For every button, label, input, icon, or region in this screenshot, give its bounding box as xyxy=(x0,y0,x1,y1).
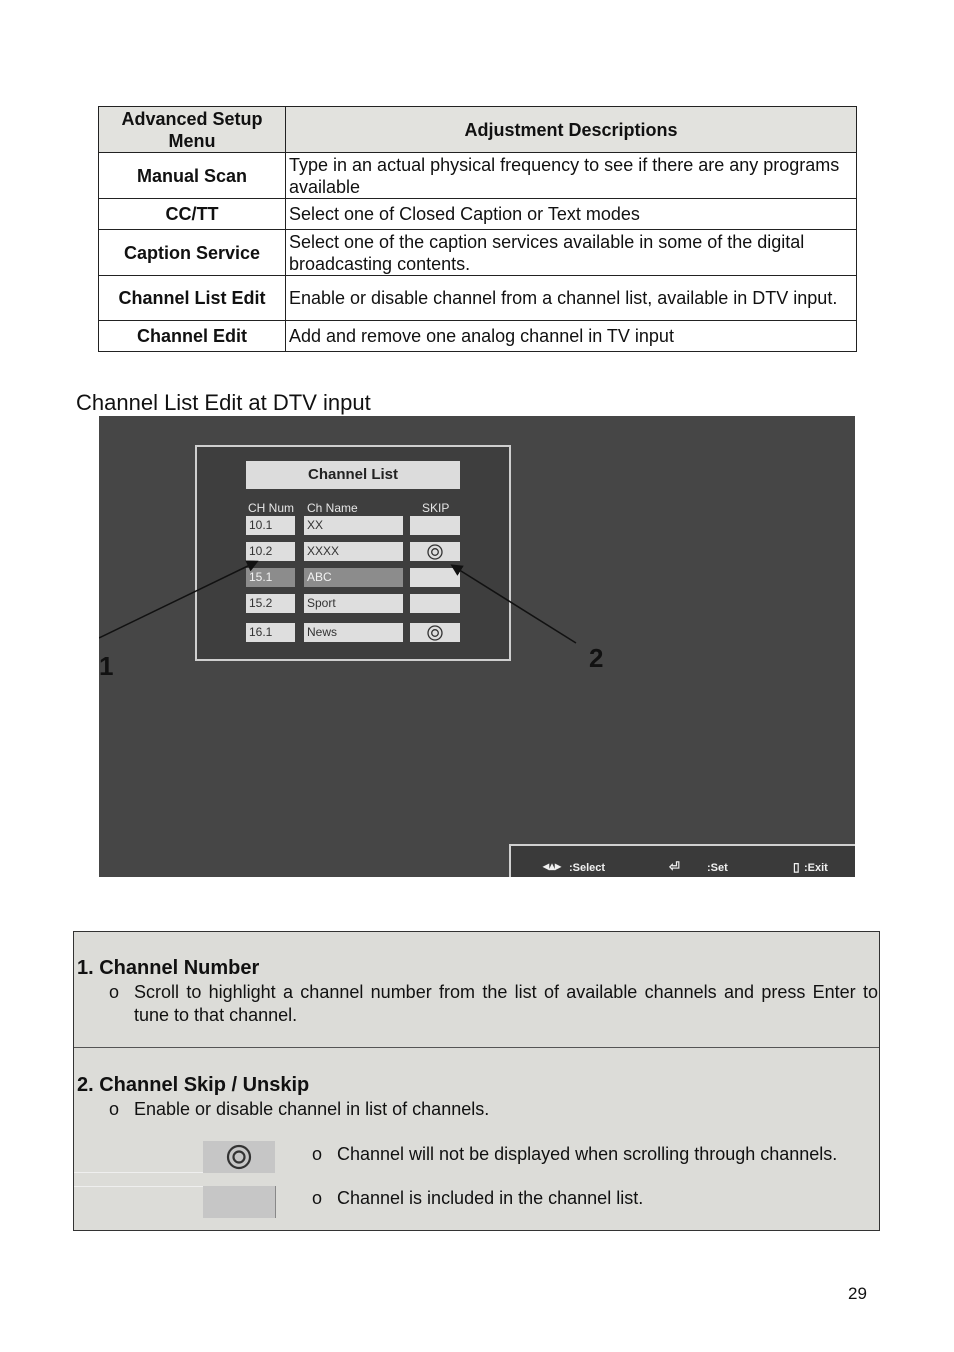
channel-skip-heading: 2. Channel Skip / Unskip xyxy=(77,1074,310,1096)
footer-select: :Select xyxy=(569,862,606,874)
channel-number-cell[interactable]: 15.1 xyxy=(246,568,295,587)
legend-rule xyxy=(74,1186,204,1187)
footer-set: :Set xyxy=(707,862,728,874)
callout-2: 2 xyxy=(589,643,604,673)
skip-legend-swatch xyxy=(203,1141,275,1173)
channel-list-title: Channel List xyxy=(246,461,460,489)
menu-channel-edit: Channel Edit xyxy=(99,321,286,352)
header-descriptions: Adjustment Descriptions xyxy=(286,107,857,153)
advanced-setup-table xyxy=(98,106,857,352)
channel-number-heading: 1. Channel Number xyxy=(77,957,260,979)
select-arrows-icon: ◂▴▸ xyxy=(543,859,562,873)
bullet-marker: o xyxy=(109,982,120,1002)
channel-number-cell[interactable]: 10.1 xyxy=(246,516,295,535)
channel-name-cell[interactable]: XXXX xyxy=(304,542,403,561)
menu-caption-service: Caption Service xyxy=(99,230,286,276)
menu-manual-scan: Manual Scan xyxy=(99,153,286,199)
info-box xyxy=(73,931,880,1231)
channel-name-cell[interactable]: News xyxy=(304,623,403,642)
channel-number-text: Scroll to highlight a channel number from the list of available channels and press Enter to tune to that channel. xyxy=(134,982,878,1025)
footer-exit: :Exit xyxy=(804,862,828,874)
tv-screen xyxy=(99,416,855,877)
callout-arrows xyxy=(99,416,855,877)
menu-channel-list-edit: Channel List Edit xyxy=(99,276,286,321)
channel-name-cell[interactable]: XX xyxy=(304,516,403,535)
skip-legend-text: Channel will not be displayed when scrolling through channels. xyxy=(337,1144,838,1164)
remote-icon: ▯ xyxy=(793,860,800,874)
col-header-ch-num: CH Num xyxy=(248,501,295,515)
desc-manual-scan: Type in an actual physical frequency to see if there are any programs available xyxy=(286,153,857,199)
legend-rule xyxy=(74,1172,204,1173)
desc-caption-service: Select one of the caption services available in some of the digital broadcasting contents. xyxy=(286,230,857,276)
unskip-legend-text: Channel is included in the channel list. xyxy=(337,1188,644,1208)
channel-name-cell[interactable]: Sport xyxy=(304,594,403,613)
desc-channel-list-edit: Enable or disable channel from a channel list, available in DTV input. xyxy=(286,276,857,321)
unskip-legend-swatch xyxy=(203,1186,276,1218)
bullet-marker: o xyxy=(109,1099,120,1119)
enter-icon: ⏎ xyxy=(669,859,680,874)
page-number: 29 xyxy=(848,1284,867,1303)
col-header-ch-name: Ch Name xyxy=(307,501,358,515)
section-title: Channel List Edit at DTV input xyxy=(76,390,371,415)
info-divider xyxy=(74,1047,879,1048)
desc-cc-tt: Select one of Closed Caption or Text modes xyxy=(286,199,857,230)
channel-skip-text: Enable or disable channel in list of channels. xyxy=(134,1099,490,1119)
bullet-marker: o xyxy=(312,1144,323,1164)
callout-1: 1 xyxy=(99,651,114,681)
channel-number-cell[interactable]: 10.2 xyxy=(246,542,295,561)
channel-number-cell[interactable]: 15.2 xyxy=(246,594,295,613)
skip-icon xyxy=(226,1144,252,1170)
col-header-skip: SKIP xyxy=(422,501,450,515)
desc-channel-edit: Add and remove one analog channel in TV input xyxy=(286,321,857,352)
bullet-marker: o xyxy=(312,1188,323,1208)
menu-cc-tt: CC/TT xyxy=(99,199,286,230)
channel-number-cell[interactable]: 16.1 xyxy=(246,623,295,642)
channel-name-cell[interactable]: ABC xyxy=(304,568,403,587)
header-menu: Advanced Setup Menu xyxy=(99,107,286,153)
